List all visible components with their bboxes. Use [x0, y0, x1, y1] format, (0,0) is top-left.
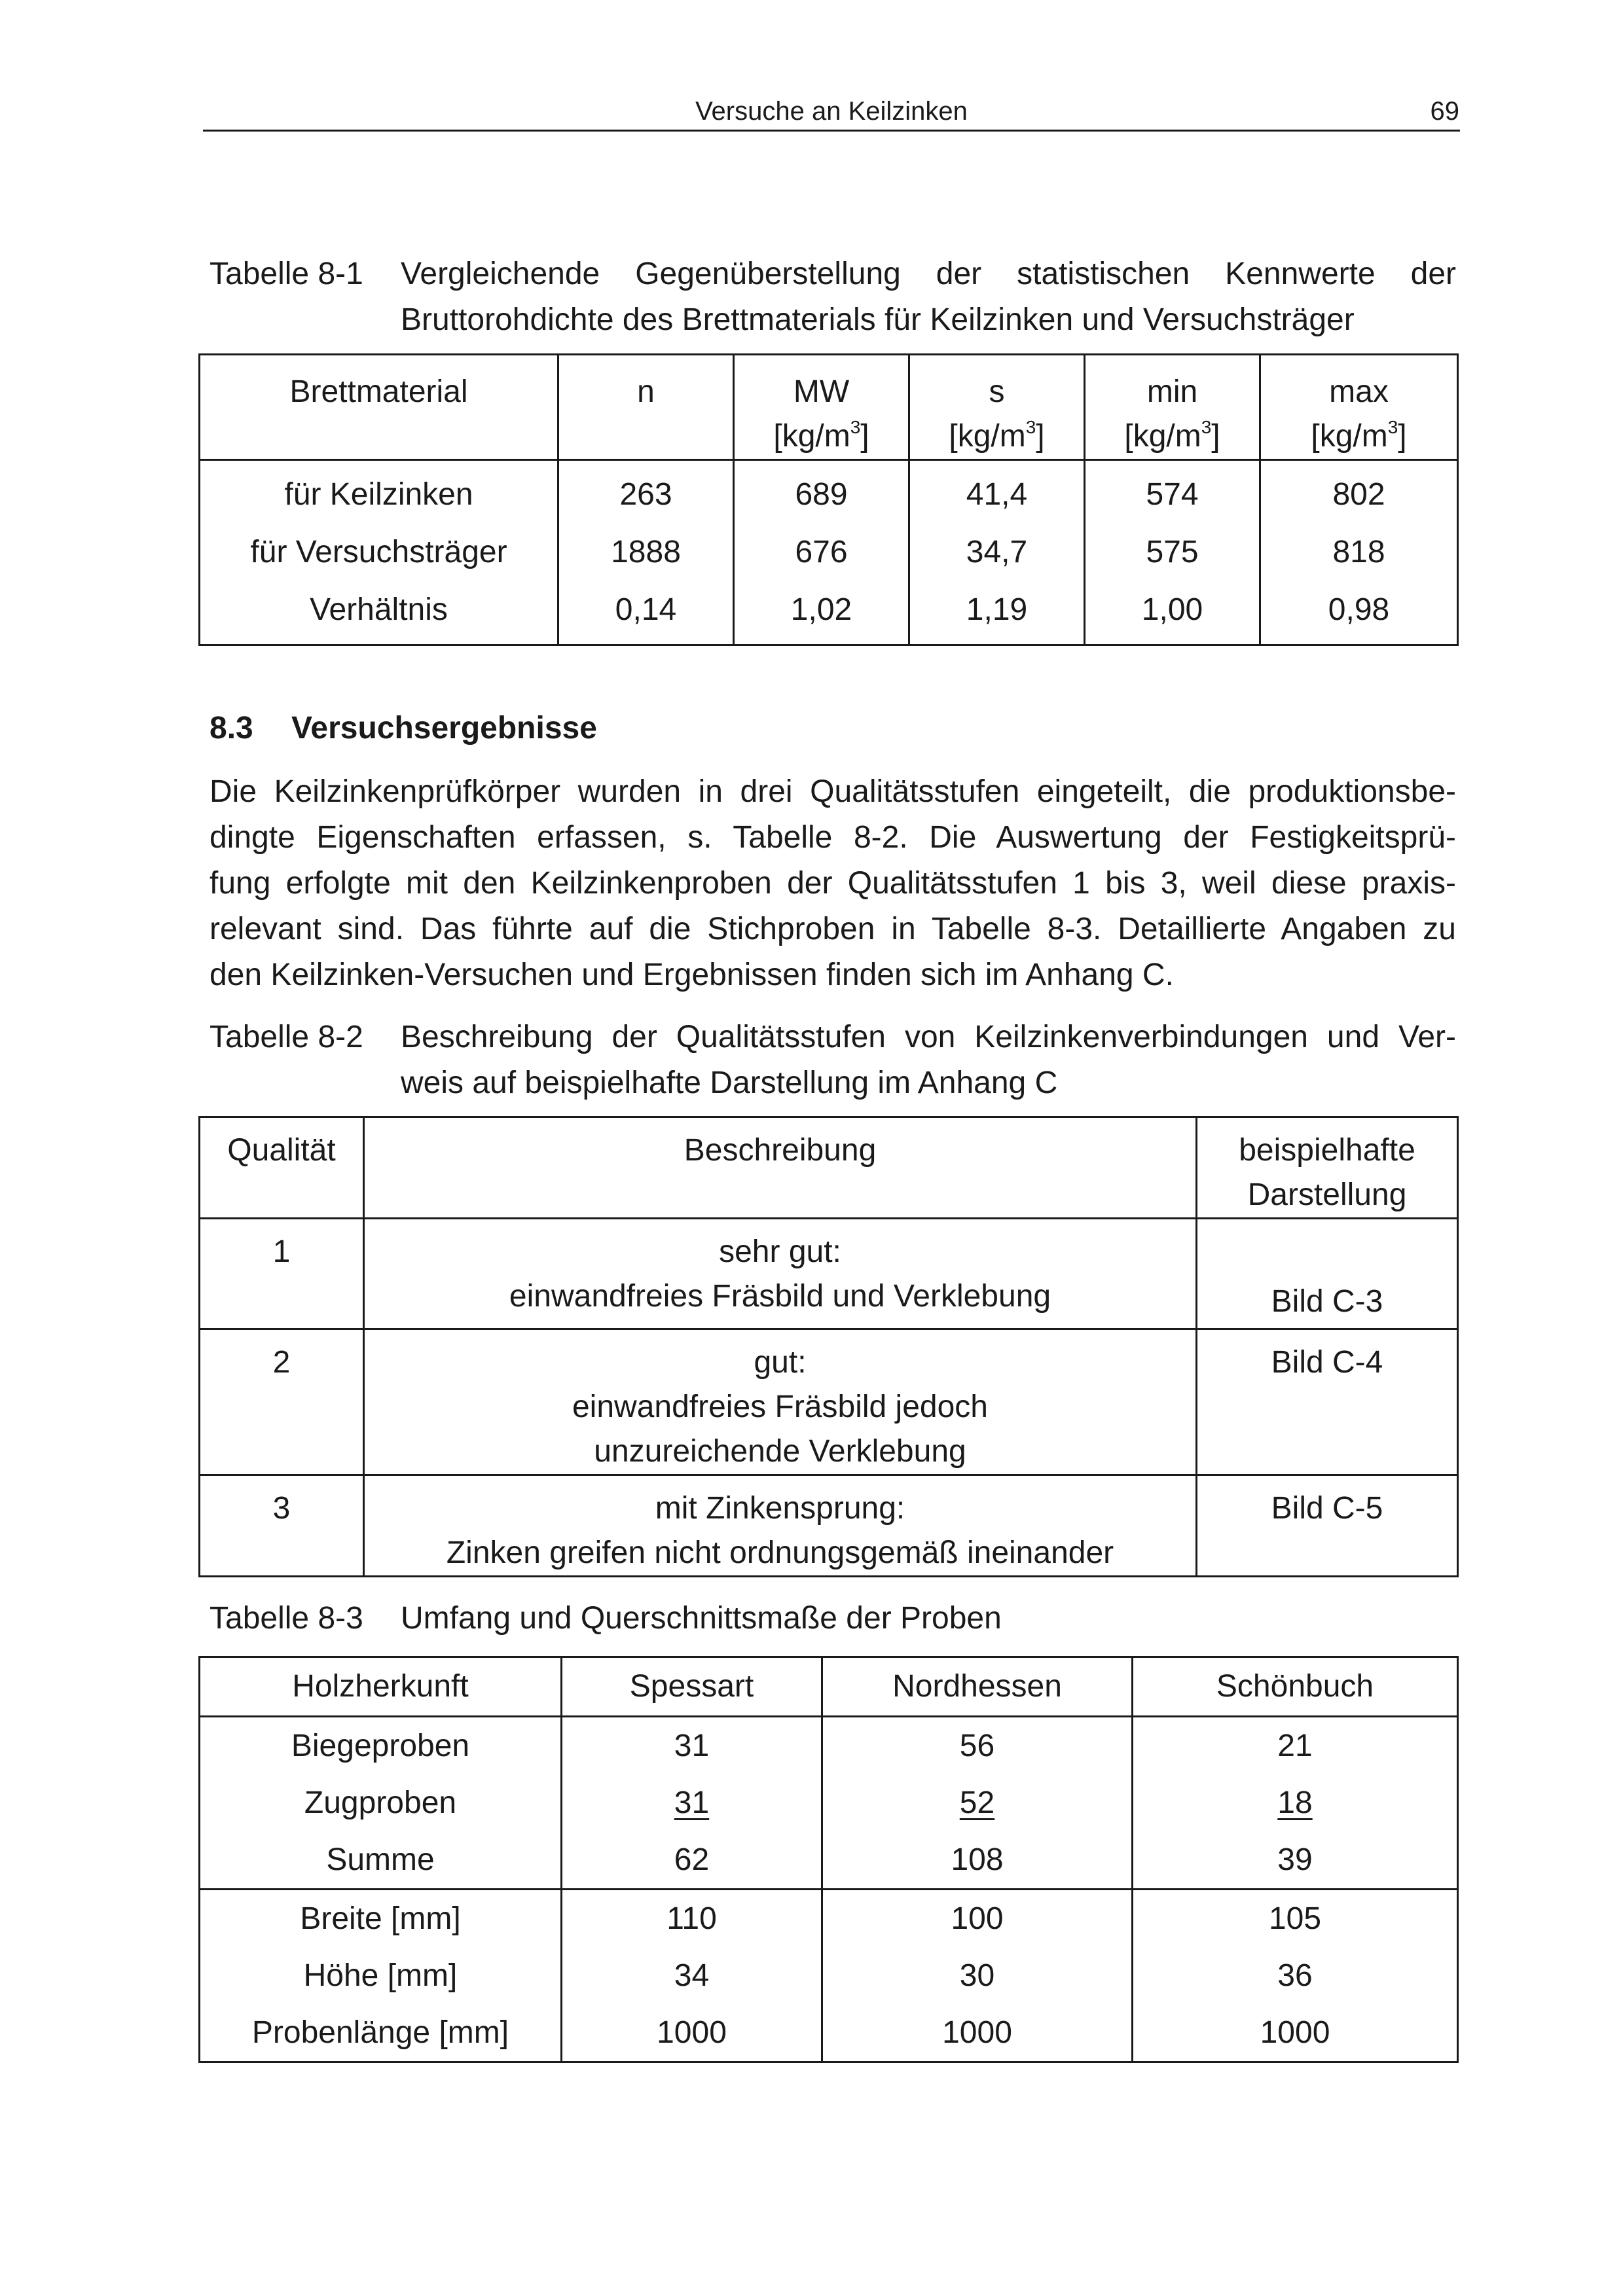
- cell-value: 31: [562, 1717, 822, 1775]
- header-s-label: s: [989, 374, 1005, 409]
- table-row: [200, 1774, 1458, 1831]
- table-row: [200, 1219, 1458, 1329]
- table-row: [200, 1890, 1458, 1948]
- table-row: [200, 1717, 1458, 1775]
- header-min-label: min: [1146, 374, 1198, 409]
- cell-reference: Bild C-3: [1197, 1219, 1458, 1329]
- underlined-value: 18: [1277, 1785, 1313, 1820]
- row-label: Breite [mm]: [200, 1890, 562, 1948]
- section-heading: [210, 706, 597, 751]
- header-darstellung-line1: beispielhafte: [1239, 1133, 1415, 1168]
- cell-min: 574: [1085, 460, 1260, 524]
- table3-caption-text: Umfang und Querschnittsmaße der Proben: [401, 1601, 1002, 1636]
- cell-value: 110: [562, 1890, 822, 1948]
- cell-quality: 3: [200, 1475, 364, 1577]
- cell-value: 56: [822, 1717, 1133, 1775]
- table1-caption-number: Tabelle 8-1: [210, 257, 363, 291]
- cell-n: 0,14: [558, 581, 734, 645]
- table-row: [200, 1831, 1458, 1890]
- header-min-unit: $[kg/m^3]$: [1124, 417, 1220, 454]
- table2-caption: [0, 1014, 1623, 1106]
- description-line: mit Zinkensprung:: [655, 1491, 905, 1526]
- table3-caption-number: Tabelle 8-3: [210, 1601, 363, 1636]
- cell-mw: 689: [734, 460, 909, 524]
- section-number: 8.3: [210, 711, 253, 745]
- header-qualitaet: Qualität: [200, 1117, 364, 1219]
- table-8-1: [198, 353, 1459, 646]
- header-n: n: [558, 355, 734, 460]
- cell-value: 1000: [822, 2004, 1133, 2062]
- row-label: Summe: [200, 1831, 562, 1890]
- cell-reference: Bild C-5: [1197, 1475, 1458, 1577]
- header-max: [1260, 355, 1458, 460]
- page-number: 69: [1430, 97, 1459, 126]
- cell-value: 100: [822, 1890, 1133, 1948]
- table-row: [200, 1947, 1458, 2004]
- table-row: [200, 2004, 1458, 2062]
- cell-description: [364, 1475, 1197, 1577]
- table1-caption-line2: Bruttorohdichte des Brettmaterials für Keilzinken und Versuchsträger: [401, 302, 1355, 337]
- cell-reference: Bild C-4: [1197, 1329, 1458, 1475]
- header-s: [909, 355, 1085, 460]
- cell-n: 1888: [558, 524, 734, 581]
- description-line: sehr gut:: [719, 1234, 841, 1269]
- cell-value: 1000: [562, 2004, 822, 2062]
- header-darstellung: [1197, 1117, 1458, 1219]
- table-row: [200, 524, 1458, 581]
- description-line: gut:: [754, 1345, 807, 1380]
- table1-caption: [0, 251, 1623, 343]
- header-mw-unit: $[kg/m^3]$: [773, 417, 869, 454]
- cell-value: 105: [1133, 1890, 1458, 1948]
- row-label: für Keilzinken: [200, 460, 558, 524]
- running-header-title: Versuche an Keilzinken: [695, 97, 968, 126]
- cell-max: 818: [1260, 524, 1458, 581]
- cell-description: [364, 1329, 1197, 1475]
- header-mw: [734, 355, 909, 460]
- cell-value: 36: [1133, 1947, 1458, 2004]
- table-row: [200, 1329, 1458, 1475]
- cell-value: [822, 1774, 1133, 1831]
- cell-value: 108: [822, 1831, 1133, 1890]
- header-s-unit: $[kg/m^3]$: [949, 417, 1045, 454]
- table-row: [200, 460, 1458, 524]
- table-row: [200, 1475, 1458, 1577]
- table2-caption-number: Tabelle 8-2: [210, 1020, 363, 1054]
- header-max-unit: $[kg/m^3]$: [1311, 417, 1407, 454]
- cell-value: 34: [562, 1947, 822, 2004]
- paragraph-line: Die Keilzinkenprüfkörper wurden in drei Qualitätsstufen eingeteilt, die produktionsbe-: [210, 774, 1456, 809]
- description-line: einwandfreies Fräsbild und Verklebung: [509, 1279, 1051, 1314]
- paragraph-line: den Keilzinken-Versuchen und Ergebnissen finden sich im Anhang C.: [210, 958, 1174, 992]
- row-label: für Versuchsträger: [200, 524, 558, 581]
- header-brettmaterial: Brettmaterial: [200, 355, 558, 460]
- paragraph-line: relevant sind. Das führte auf die Stichproben in Tabelle 8-3. Detaillierte Angaben zu: [210, 912, 1456, 946]
- paragraph-line: dingte Eigenschaften erfassen, s. Tabelle 8-2. Die Auswertung der Festigkeitsprü-: [210, 820, 1456, 855]
- cell-min: 575: [1085, 524, 1260, 581]
- description-line: einwandfreies Fräsbild jedoch: [572, 1390, 988, 1424]
- cell-value: 1000: [1133, 2004, 1458, 2062]
- description-line: unzureichende Verklebung: [594, 1434, 966, 1469]
- cell-s: 34,7: [909, 524, 1085, 581]
- cell-value: 62: [562, 1831, 822, 1890]
- cell-mw: 1,02: [734, 581, 909, 645]
- cell-value: [1133, 1774, 1458, 1831]
- cell-quality: 1: [200, 1219, 364, 1329]
- underlined-value: 52: [959, 1785, 995, 1820]
- header-mw-label: MW: [793, 374, 850, 409]
- table-header-row: [200, 355, 1458, 460]
- row-label: Zugproben: [200, 1774, 562, 1831]
- paragraph-line: fung erfolgte mit den Keilzinkenproben der Qualitätsstufen 1 bis 3, weil diese praxis-: [210, 866, 1456, 901]
- table3-caption: [0, 1596, 1623, 1641]
- cell-n: 263: [558, 460, 734, 524]
- table-row: [200, 581, 1458, 645]
- description-line: Zinken greifen nicht ordnungsgemäß ineinander: [446, 1535, 1114, 1570]
- row-label: Biegeproben: [200, 1717, 562, 1775]
- cell-value: [562, 1774, 822, 1831]
- table-header-row: [200, 1657, 1458, 1717]
- cell-s: 41,4: [909, 460, 1085, 524]
- cell-value: 39: [1133, 1831, 1458, 1890]
- cell-min: 1,00: [1085, 581, 1260, 645]
- header-spessart: Spessart: [562, 1657, 822, 1717]
- table-8-2: [198, 1116, 1459, 1577]
- cell-value: 30: [822, 1947, 1133, 2004]
- cell-max: 802: [1260, 460, 1458, 524]
- section-title: Versuchsergebnisse: [291, 711, 597, 745]
- cell-quality: 2: [200, 1329, 364, 1475]
- header-beschreibung: Beschreibung: [364, 1117, 1197, 1219]
- cell-mw: 676: [734, 524, 909, 581]
- cell-s: 1,19: [909, 581, 1085, 645]
- header-darstellung-line2: Darstellung: [1247, 1177, 1407, 1212]
- row-label: Verhältnis: [200, 581, 558, 645]
- header-max-label: max: [1329, 374, 1389, 409]
- table-8-3: [198, 1656, 1459, 2063]
- table-header-row: [200, 1117, 1458, 1219]
- header-nordhessen: Nordhessen: [822, 1657, 1133, 1717]
- cell-max: 0,98: [1260, 581, 1458, 645]
- table2-caption-line2: weis auf beispielhafte Darstellung im Anhang C: [401, 1066, 1058, 1100]
- row-label: Probenlänge [mm]: [200, 2004, 562, 2062]
- header-holzherkunft: Holzherkunft: [200, 1657, 562, 1717]
- underlined-value: 31: [674, 1785, 710, 1820]
- cell-description: [364, 1219, 1197, 1329]
- table1-caption-line1: Vergleichende Gegenüberstellung der statistischen Kennwerte der: [401, 257, 1456, 291]
- header-schoenbuch: Schönbuch: [1133, 1657, 1458, 1717]
- table2-caption-line1: Beschreibung der Qualitätsstufen von Keilzinkenverbindungen und Ver-: [401, 1020, 1456, 1054]
- row-label: Höhe [mm]: [200, 1947, 562, 2004]
- header-min: [1085, 355, 1260, 460]
- body-paragraph: [210, 769, 1456, 998]
- header-rule: [203, 130, 1460, 132]
- cell-value: 21: [1133, 1717, 1458, 1775]
